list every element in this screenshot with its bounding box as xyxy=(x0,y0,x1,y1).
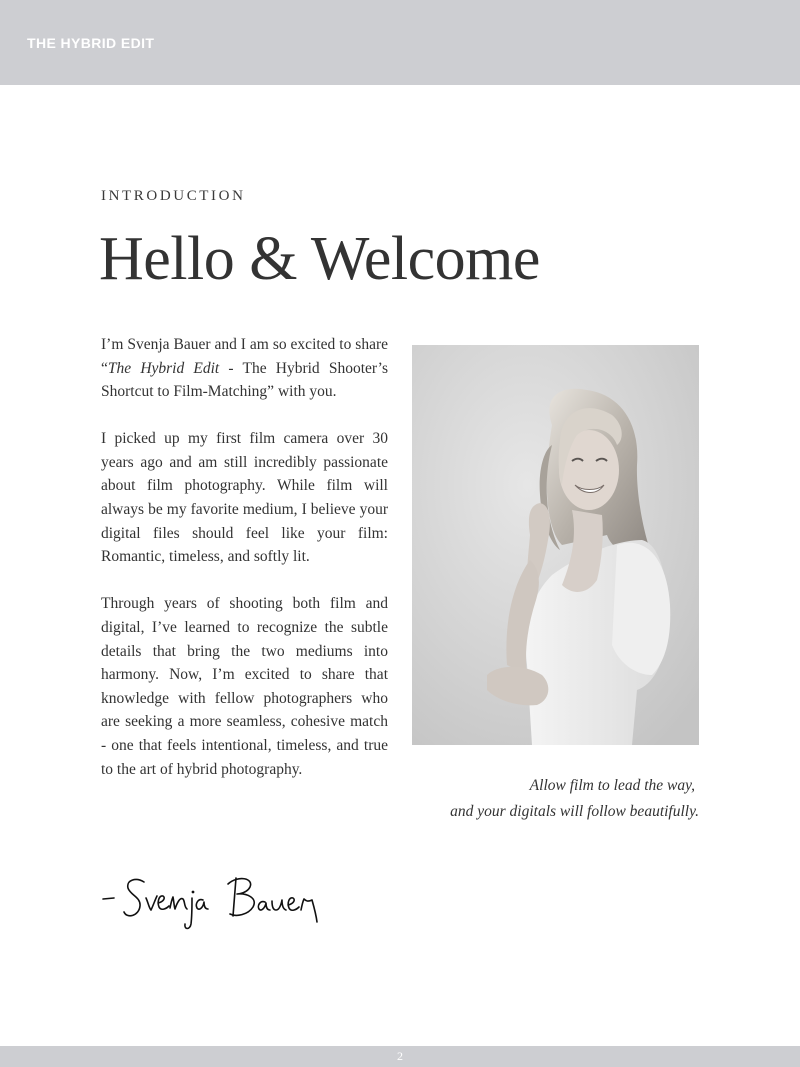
quote-line-2: and your digitals will follow beautifully. xyxy=(450,803,699,820)
section-eyebrow: INTRODUCTION xyxy=(101,188,246,204)
paragraph-1-start: I’m Svenja Bauer and I am so excited to share “ xyxy=(101,336,388,377)
book-title-italic: The Hybrid Edit xyxy=(107,359,220,377)
intro-paragraph-1 xyxy=(101,333,388,404)
brand-title: THE HYBRID EDIT xyxy=(27,35,155,51)
intro-paragraph-2: I picked up my first film camera over 30 years ago and am still incredibly passionate about film photography. While film will always be my favorite medium, I believe your digital files should feel like your film: Romantic, timeless, and softly lit. xyxy=(101,430,388,566)
page-number: 2 xyxy=(397,1049,403,1063)
footer-bar xyxy=(0,1046,800,1067)
page-title: Hello & Welcome xyxy=(99,225,540,293)
header-bar xyxy=(0,0,800,85)
portrait-photo xyxy=(412,345,699,745)
pull-quote xyxy=(412,773,699,825)
intro-text-column xyxy=(101,333,388,805)
intro-paragraph-3: Through years of shooting both film and digital, I’ve learned to recognize the subtle details that bring the two mediums into harmony. Now, I’m excited to share that knowledge with fellow photographers who are seeking a more seamless, cohesive match - one that feels intentional, timeless, and true to the art of hybrid photography. xyxy=(101,595,388,778)
signature-svenja-bauer xyxy=(100,872,330,932)
paragraph-1-end: - The Hybrid Shooter’s Shortcut to Film-Matching” with you. xyxy=(101,359,388,401)
quote-line-1: Allow film to lead the way, xyxy=(529,777,695,794)
